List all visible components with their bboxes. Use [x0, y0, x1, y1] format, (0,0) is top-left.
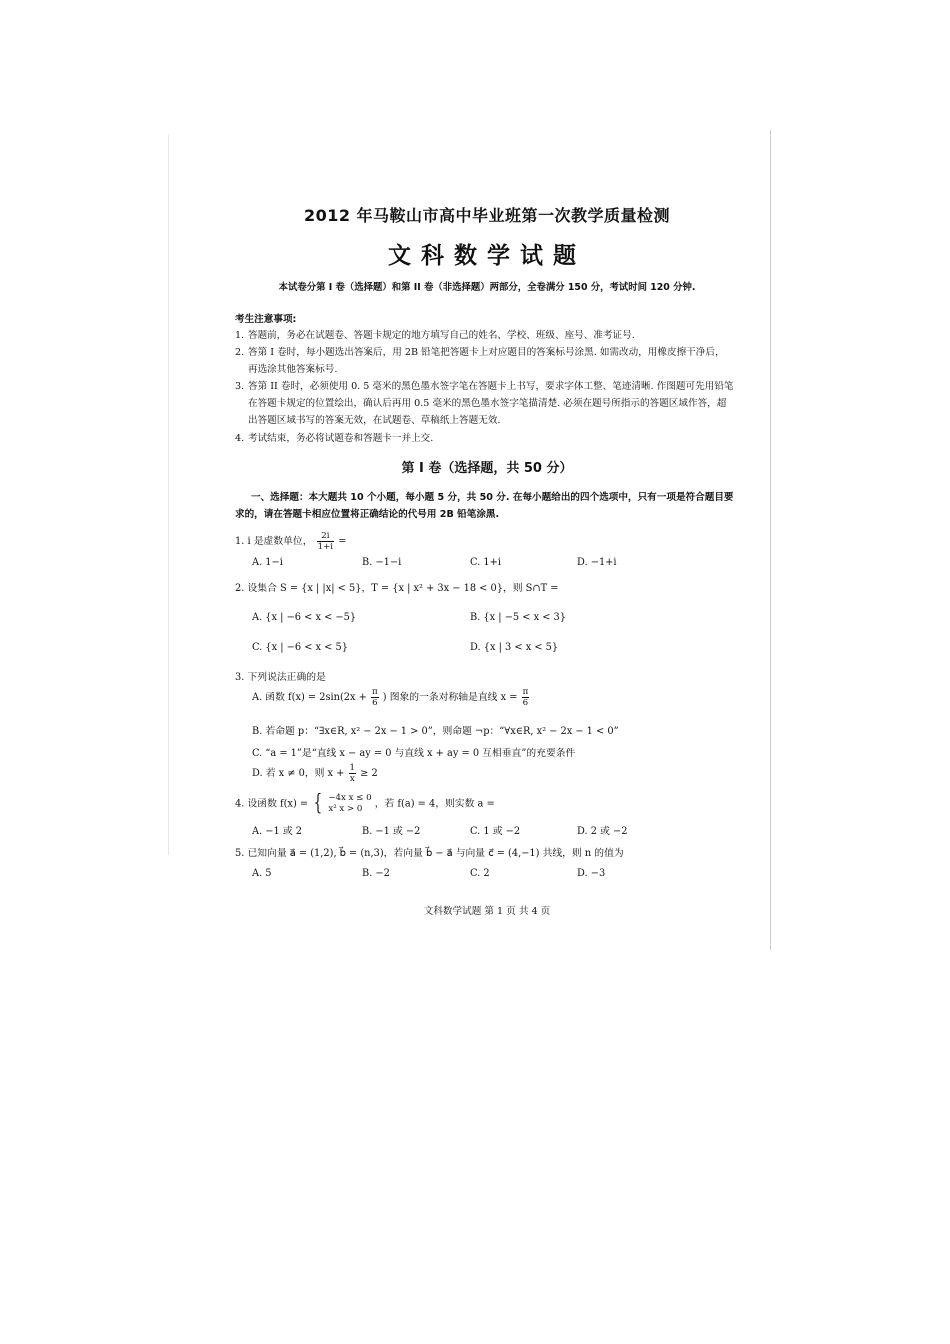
question-number: 4.: [235, 798, 245, 810]
section-title: 第 I 卷（选择题，共 50 分）: [401, 461, 573, 476]
option-a: [252, 687, 530, 708]
fraction: [349, 763, 356, 784]
option-d: D. −3: [577, 868, 606, 879]
question-number: 2.: [235, 583, 245, 594]
exam-subject-title: 文科数学试题: [388, 242, 586, 269]
question-4-stem: [235, 793, 495, 815]
brace-symbol: {: [314, 791, 323, 816]
question-1-stem: [235, 531, 346, 552]
option-text: D. 若 x ≠ 0，则 x +: [252, 768, 345, 779]
fraction: [522, 687, 530, 708]
option-a: A. 5: [252, 868, 272, 879]
notice-number: 3.: [235, 381, 245, 392]
option-text: ≥ 2: [360, 768, 378, 779]
notice-text: 答题前，务必在试题卷、答题卡规定的地方填写自己的姓名、学校、班级、座号、准考证号.: [248, 330, 635, 341]
notices-heading: 考生注意事项:: [235, 314, 297, 325]
notice-text: 考试结束，务必将试题卷和答题卡一并上交.: [248, 433, 434, 444]
question-text: 设函数 f(x) =: [247, 798, 309, 810]
fraction-denominator: 1+i: [317, 542, 334, 552]
fraction-denominator: 6: [522, 698, 529, 708]
notice-item: [235, 327, 735, 344]
option-b: B. {x | −5 < x < 3}: [470, 612, 567, 623]
option-a: A. −1 或 2: [252, 826, 303, 837]
option-d: [252, 763, 378, 784]
page-footer: 文科数学试题 第 1 页 共 4 页: [423, 906, 551, 917]
piecewise-case: −4x x ≤ 0: [328, 793, 372, 803]
option-d: D. −1+i: [577, 557, 617, 568]
notice-number: 4.: [235, 433, 245, 444]
question-5-stem: [235, 845, 624, 859]
piecewise-case: x² x > 0: [328, 804, 363, 814]
option-d: D. 2 或 −2: [577, 826, 628, 837]
question-number: 3.: [235, 672, 245, 683]
fraction-numerator: 1: [349, 763, 355, 773]
question-text: 下列说法正确的是: [247, 672, 326, 683]
option-b: B. −1−i: [362, 557, 402, 568]
option-c: C. 2: [470, 868, 490, 879]
notice-number: 1.: [235, 330, 245, 341]
option-text: ) 图象的一条对称轴是直线 x =: [382, 692, 518, 703]
fraction-denominator: x: [349, 774, 355, 784]
option-c: C. “a = 1”是“直线 x − ay = 0 与直线 x + ay = 0 互相垂直”的充要条件: [252, 748, 576, 759]
section-instructions: 一、选择题：本大题共 10 个小题，每小题 5 分，共 50 分. 在每小题给出的四个选项中，只有一项是符合题目要求的，请在答题卡相应位置将正确结论的代号用 2B 铅笔涂黑.: [235, 492, 734, 520]
exam-title: 2012 年马鞍山市高中毕业班第一次教学质量检测: [303, 206, 671, 225]
option-c: C. {x | −6 < x < 5}: [252, 642, 348, 653]
option-b: B. −1 或 −2: [362, 826, 421, 837]
scan-edge-left: [168, 135, 169, 855]
option-b: B. −2: [362, 868, 390, 879]
option-c: C. 1+i: [470, 557, 501, 568]
question-text: ，若 f(a) = 4，则实数 a =: [374, 798, 495, 810]
notice-item: [235, 378, 735, 429]
fraction: [317, 531, 334, 552]
scan-edge-right: [770, 130, 771, 950]
notice-number: 2.: [235, 347, 245, 358]
fraction-numerator: 2i: [317, 531, 334, 542]
question-text: 设集合 S = {x | |x| < 5}，T = {x | x² + 3x − 18 < 0}，则 S∩T =: [247, 583, 559, 594]
question-2-stem: [235, 580, 558, 594]
option-d: D. {x | 3 < x < 5}: [470, 642, 559, 653]
question-number: 5.: [235, 848, 245, 859]
question-number: 1.: [235, 536, 245, 547]
option-a: A. {x | −6 < x < −5}: [252, 612, 357, 623]
option-b: B. 若命题 p：“∃x∈R, x² − 2x − 1 > 0”，则命题 ¬p：“∀x∈R, x² − 2x − 1 < 0”: [252, 726, 619, 737]
exam-intro: 本试卷分第 I 卷（选择题）和第 II 卷（非选择题）两部分，全卷满分 150 分，考试时间 120 分钟.: [278, 282, 696, 293]
notice-text: 答第 I 卷时，每小题选出答案后，用 2B 铅笔把答题卡上对应题目的答案标号涂黑. 如需改动，用橡皮擦干净后，再选涂其他答案标号.: [248, 347, 725, 375]
notice-item: [235, 344, 735, 378]
question-3-stem: [235, 669, 326, 683]
notice-item: [235, 430, 735, 447]
option-c: C. 1 或 −2: [470, 826, 521, 837]
notice-text: 答第 II 卷时，必须使用 0. 5 毫米的黑色墨水签字笔在答题卡上书写，要求字体工整、笔迹清晰. 作图题可先用铅笔在答题卡规定的位置绘出，确认后再用 0.5 毫米的黑色墨水签字笔描清楚. 必须在题号所指示的答题区域作答，超出答题区域书写的答案无效，在试题卷、草稿纸上答题无效.: [248, 381, 734, 426]
question-text: 已知向量 a⃗ = (1,2), b⃗ = (n,3)，若向量 b⃗ − a⃗ 与向量 c⃗ = (4,−1) 共线，则 n 的值为: [247, 848, 624, 859]
fraction-numerator: π: [522, 687, 529, 697]
option-a: A. 1−i: [252, 557, 283, 568]
piecewise-cases: [328, 793, 371, 815]
question-text: i 是虚数单位，: [247, 536, 313, 547]
fraction: [371, 687, 379, 708]
option-text: A. 函数 f(x) = 2sin(2x +: [252, 692, 367, 703]
question-text: =: [338, 536, 347, 547]
fraction-denominator: 6: [372, 698, 378, 708]
fraction-numerator: π: [371, 687, 378, 697]
